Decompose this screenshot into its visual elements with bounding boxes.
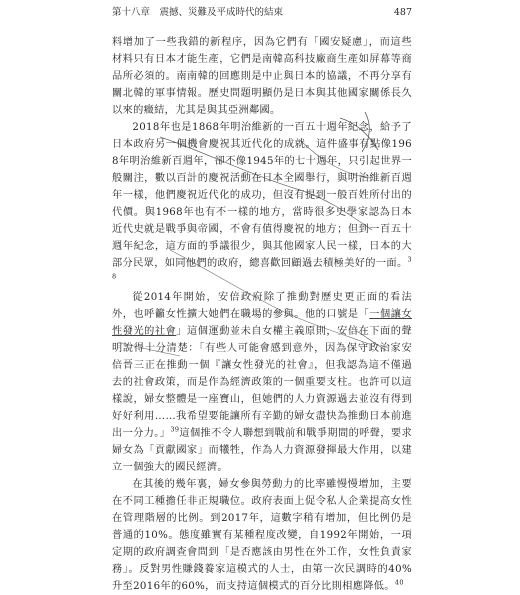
page-number: 487: [393, 7, 412, 18]
paragraph-text: 從2014年開始，安倍政府除了推動對歷史更正面的看法外，也呼籲女性擴大她們在職場的參與。他的口號是「: [112, 292, 412, 320]
paragraph-text: 這個推不令人聯想到戰前和戰爭期間的呼聲，要求婦女為「貢獻國家」而犧牲，作為人力資源發揮最大作用，以建立一個強大的國民經濟。: [112, 428, 413, 473]
book-page: [112, 6, 412, 595]
body-paragraph: [112, 476, 412, 595]
running-header: [112, 6, 412, 20]
paragraph-text: 料增加了一些我錯的新程序，因為它們有「國安疑慮」，而這些材料只有日本才能生產，它們是南韓高科技廠商生產如屏幕等商品所必須的。南南韓的回應則是中止與日本的協議，不再分享有關北韓的軍事情報。歷史問題明顯仍是日本與其他國家關係長久以來的癥結，尤其是與其亞洲鄰國。: [112, 37, 412, 116]
footnote-marker: 39: [170, 425, 180, 434]
body-text: [112, 34, 412, 595]
body-paragraph: [112, 119, 412, 289]
chapter-title: 第十八章 震撼、災難及平成時代的結束: [112, 7, 284, 18]
paragraph-text: 在其後的幾年裏，婦女參與勞動力的比率雖慢慢增加，主要在不同工種擔任非正規職位。政府表面上促令私人企業提高女性在管理階層的比例。到2017年，這數字稍有增加，但比例仍是普通的10%。態度雖實有某種程度改變，自1992年開始，一項定期的政府調查會問到「是否應該由男性在外工作，女性負責家務」。反對男性賺錢養家這模式的人士，由第一次民調時的40%升至2016年的60%，而支持這個模式的百分比則相應降低。: [112, 479, 412, 592]
paragraph-text: 」這個運動並未自女權主義原則，安倍在下面的聲明說得十分清楚：「有些人可能會感到意外，因為保守政治家安倍晉三正在推動一個『讓女性發光的社會』，但我認為這不僅過去的社會政策，而是作為經濟政策的一個重要支柱。也許可以這樣說，婦女整體是一座寶山，但她們的人力資源過去並沒有得到好好利用……我希望要能讓所有辛勤的婦女盡快為推動日本前進出一分力。」: [112, 326, 412, 439]
paragraph-text: 2018年也是1868年明治維新的一百五十週年紀念，給予了日本政府另一個機會慶祝其近代化的成就。這件盛事有點像1968年明治維新百週年，卻不像1945年的七十週年，只引起世界一般關注，數以百計的慶祝活動在日本全國舉行，與明治維新百週年一樣，他們慶祝近代化的成功，但沒有提到一般百姓所付出的代價。與1968年也有不一樣的地方，當時很多史學家認為日本近代史就是戰爭與帝國，不會有值得慶祝的地方；但到一百五十週年紀念，這方面的爭議很少，與其他國家人民一樣，日本的大部分民眾，如同他們的政府，總喜歡回顧過去積極美好的一面。: [112, 122, 412, 269]
body-paragraph: [112, 34, 412, 119]
footnote-marker: 40: [394, 578, 404, 587]
footnote-marker: 38: [112, 255, 412, 281]
underlined-phrase: 一個讓女性發光的社會: [112, 309, 412, 337]
body-paragraph: [112, 289, 412, 476]
